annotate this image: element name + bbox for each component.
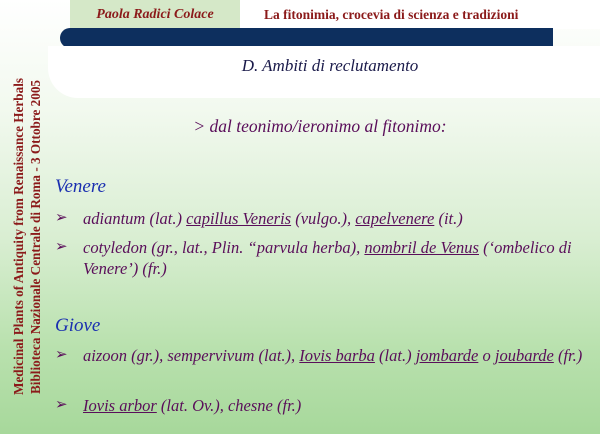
header-bar [60,28,553,48]
sidebar-line-2: Biblioteca Nazionale Centrale di Roma - 3 Ottobre 2005 [28,79,43,394]
list-item [55,208,595,229]
list-item [55,395,595,416]
item-text: cotyledon (gr., lat., Plin. “parvula herba), [83,238,365,257]
list-item [55,345,595,366]
item-text: o [478,346,495,365]
item-text: (lat. Ov.), chesne (fr.) [156,396,302,415]
underlined-term: Iovis arbor [83,396,157,415]
heading-giove: Giove [55,315,101,336]
arrow-bullet-icon: ➢ [55,239,68,255]
underlined-term: nombril de Venus [364,238,479,257]
header-author: Paola Radici Colace [70,0,240,29]
item-text: (‘ombelico di Venere’) (fr.) [83,238,572,278]
underlined-term: joubarde [494,346,554,365]
section-title: D. Ambiti di reclutamento [241,56,419,75]
underlined-term: capillus Veneris [186,209,292,228]
underlined-term: capelvenere [355,209,435,228]
list-item [55,237,595,279]
arrow-bullet-icon: ➢ [55,210,68,226]
item-text: aizoon (gr.), sempervivum (lat.), [83,346,300,365]
underlined-term: jombarde [415,346,479,365]
item-text: (fr.) [553,346,583,365]
sidebar-line-1: Medicinal Plants of Antiquity from Renaissance Herbals [11,77,26,395]
arrow-bullet-icon: ➢ [55,347,68,363]
item-text: (vulgo.), [291,209,356,228]
subtitle: > dal teonimo/ieronimo al fitonimo: [193,116,447,136]
item-text: (lat.) [374,346,416,365]
item-text: (it.) [434,209,463,228]
heading-venere: Venere [55,176,106,197]
sidebar-caption [2,38,52,434]
item-text: adiantum (lat.) [83,209,187,228]
underlined-term: Iovis barba [299,346,375,365]
header-title: La fitonimia, crocevia di scienza e tradizioni [240,0,600,29]
arrow-bullet-icon: ➢ [55,397,68,413]
